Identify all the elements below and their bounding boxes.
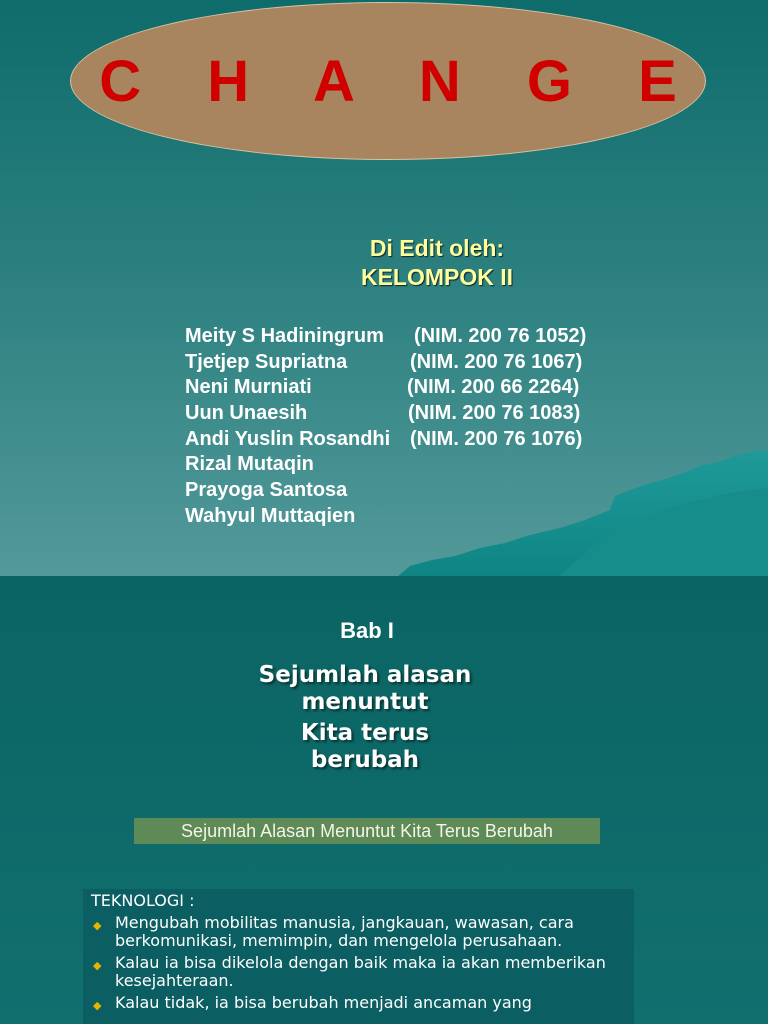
- member-name: Meity S Hadiningrum: [185, 325, 384, 347]
- member-nim: (NIM. 200 76 1052): [414, 325, 587, 347]
- member-nim: (NIM. 200 76 1076): [410, 427, 583, 450]
- slide-title: C H A N G E: [99, 48, 702, 114]
- chapter-slide: [0, 576, 768, 1024]
- member-row: [185, 478, 390, 504]
- subtitle-line: menuntut: [301, 689, 429, 715]
- diamond-bullet-icon: ◆: [93, 999, 102, 1012]
- subtitle-line: Kita terus: [300, 720, 430, 746]
- member-row: [185, 350, 583, 376]
- chapter-subtitle: [0, 662, 730, 774]
- box-heading: TEKNOLOGI :: [91, 891, 195, 910]
- member-row: [185, 375, 580, 401]
- member-name: Rizal Mutaqin: [185, 453, 314, 476]
- member-name: Wahyul Muttaqien: [185, 504, 356, 527]
- group-name: KELOMPOK II: [360, 264, 514, 290]
- edited-by-label: Di Edit oleh:: [369, 235, 505, 261]
- member-row: [185, 452, 390, 478]
- member-name: Tjetjep Supriatna: [185, 350, 348, 373]
- subtitle-line: Sejumlah alasan: [258, 662, 472, 688]
- member-row: [185, 401, 581, 427]
- member-row: [185, 427, 583, 453]
- edited-by-block: [0, 234, 768, 292]
- list-item-text: Kalau tidak, ia bisa berubah menjadi ancaman yang: [115, 993, 532, 1012]
- member-nim: (NIM. 200 76 1083): [408, 402, 581, 425]
- member-nim: (NIM. 200 66 2264): [407, 376, 580, 399]
- member-nim: (NIM. 200 76 1067): [410, 350, 583, 373]
- chapter-label: [0, 618, 767, 644]
- member-name: Uun Unaesih: [185, 402, 308, 425]
- list-item-text: Kalau ia bisa dikelola dengan baik maka ia akan memberikan kesejahteraan.: [115, 953, 606, 990]
- list-item-text: Mengubah mobilitas manusia, jangkauan, wawasan, cara berkomunikasi, memimpin, dan mengelola perusahaan.: [115, 913, 574, 950]
- member-row: [185, 504, 390, 530]
- diamond-bullet-icon: ◆: [93, 919, 102, 932]
- member-name: Prayoga Santosa: [185, 479, 348, 502]
- member-name: Andi Yuslin Rosandhi: [185, 427, 391, 450]
- title-ellipse: [70, 2, 706, 160]
- list-item: [91, 954, 634, 990]
- member-list: [185, 324, 587, 530]
- member-row: [185, 324, 587, 350]
- member-name: Neni Murniati: [185, 376, 312, 399]
- list-item: [91, 994, 634, 1012]
- subtitle-line: berubah: [310, 747, 420, 773]
- chapter-text: Bab I: [340, 618, 394, 643]
- section-bar: Sejumlah Alasan Menuntut Kita Terus Berubah: [134, 818, 600, 844]
- technology-box: [83, 889, 634, 1024]
- list-item: [91, 914, 634, 950]
- diamond-bullet-icon: ◆: [93, 959, 102, 972]
